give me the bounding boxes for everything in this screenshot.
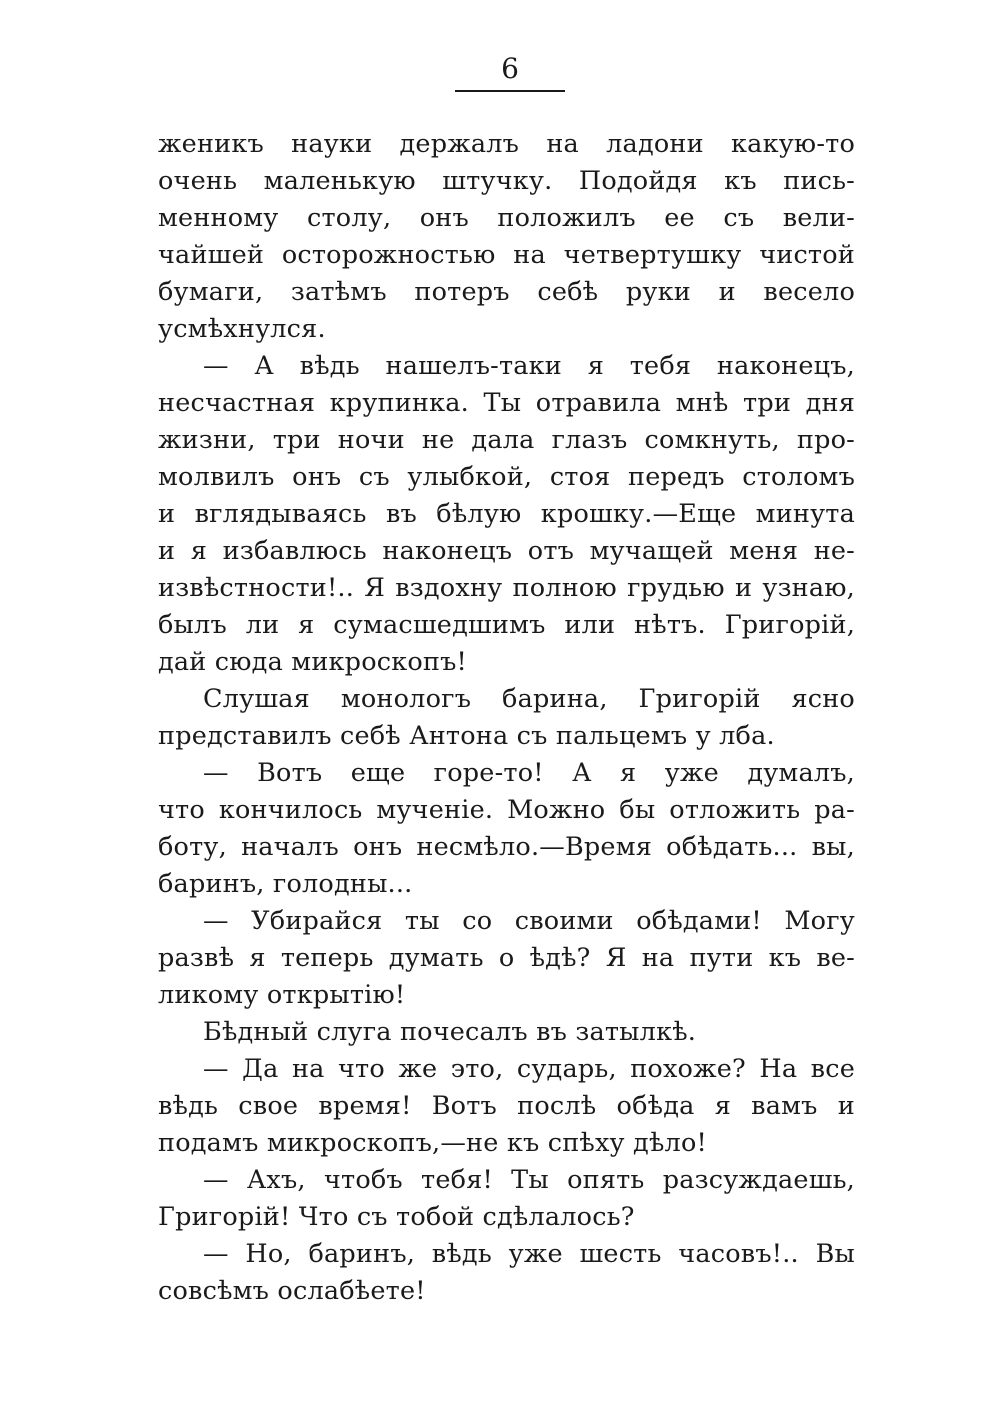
text-line: ликому открытію! <box>158 980 406 1010</box>
text-line: дай сюда микроскопъ! <box>158 647 467 677</box>
text-line: и я избавлюсь наконецъ отъ мучащей меня не- <box>158 536 855 566</box>
text-line: — Да на что же это, сударь, похоже? На все <box>203 1054 855 1084</box>
text-line: — Но, баринъ, вѣдь уже шесть часовъ!.. Вы <box>203 1239 855 1269</box>
text-line: усмѣхнулся. <box>158 314 326 344</box>
text-line: жизни, три ночи не дала глазъ сомкнуть, про- <box>158 425 855 455</box>
text-line: и вглядываясь въ бѣлую крошку.—Еще минута <box>158 499 855 529</box>
text-line: представилъ себѣ Антона съ пальцемъ у лба. <box>158 721 775 751</box>
text-line: совсѣмъ ослабѣете! <box>158 1276 426 1306</box>
text-line: Слушая монологъ барина, Григорій ясно <box>203 684 855 714</box>
text-line: Григорій! Что съ тобой сдѣлалось? <box>158 1202 635 1232</box>
body-text <box>158 126 855 1310</box>
text-line: женикъ науки держалъ на ладони какую-то <box>158 129 855 159</box>
page-number-rule <box>455 90 565 92</box>
text-line: что кончилось мученіе. Можно бы отложить ра- <box>158 795 855 825</box>
text-line: Бѣдный слуга почесалъ въ затылкѣ. <box>203 1017 697 1047</box>
text-line: извѣстности!.. Я вздохну полною грудью и узнаю, <box>158 573 855 603</box>
text-line: — Вотъ еще горе-то! А я уже думалъ, <box>203 758 855 788</box>
text-line: бумаги, затѣмъ потеръ себѣ руки и весело <box>158 277 855 307</box>
text-line: подамъ микроскопъ,—не къ спѣху дѣло! <box>158 1128 707 1158</box>
text-line: баринъ, голодны... <box>158 869 413 899</box>
text-line: — Убирайся ты со своими обѣдами! Могу <box>203 906 855 936</box>
text-line: очень маленькую штучку. Подойдя къ пись- <box>158 166 855 196</box>
text-line: менному столу, онъ положилъ ее съ вели- <box>158 203 855 233</box>
text-line: — А вѣдь нашелъ-таки я тебя наконецъ, <box>203 351 855 381</box>
text-line: былъ ли я сумасшедшимъ или нѣтъ. Григорій, <box>158 610 855 640</box>
page-number: 6 <box>501 52 519 85</box>
text-line: — Ахъ, чтобъ тебя! Ты опять разсуждаешь, <box>203 1165 855 1195</box>
text-line: молвилъ онъ съ улыбкой, стоя передъ столомъ <box>158 462 855 492</box>
text-line: чайшей осторожностью на четвертушку чистой <box>158 240 855 270</box>
text-line: боту, началъ онъ несмѣло.—Время обѣдать... вы, <box>158 832 855 862</box>
text-line: несчастная крупинка. Ты отравила мнѣ три дня <box>158 388 855 418</box>
text-line: развѣ я теперь думать о ѣдѣ? Я на пути къ ве- <box>158 943 855 973</box>
text-line: вѣдь свое время! Вотъ послѣ обѣда я вамъ и <box>158 1091 855 1121</box>
